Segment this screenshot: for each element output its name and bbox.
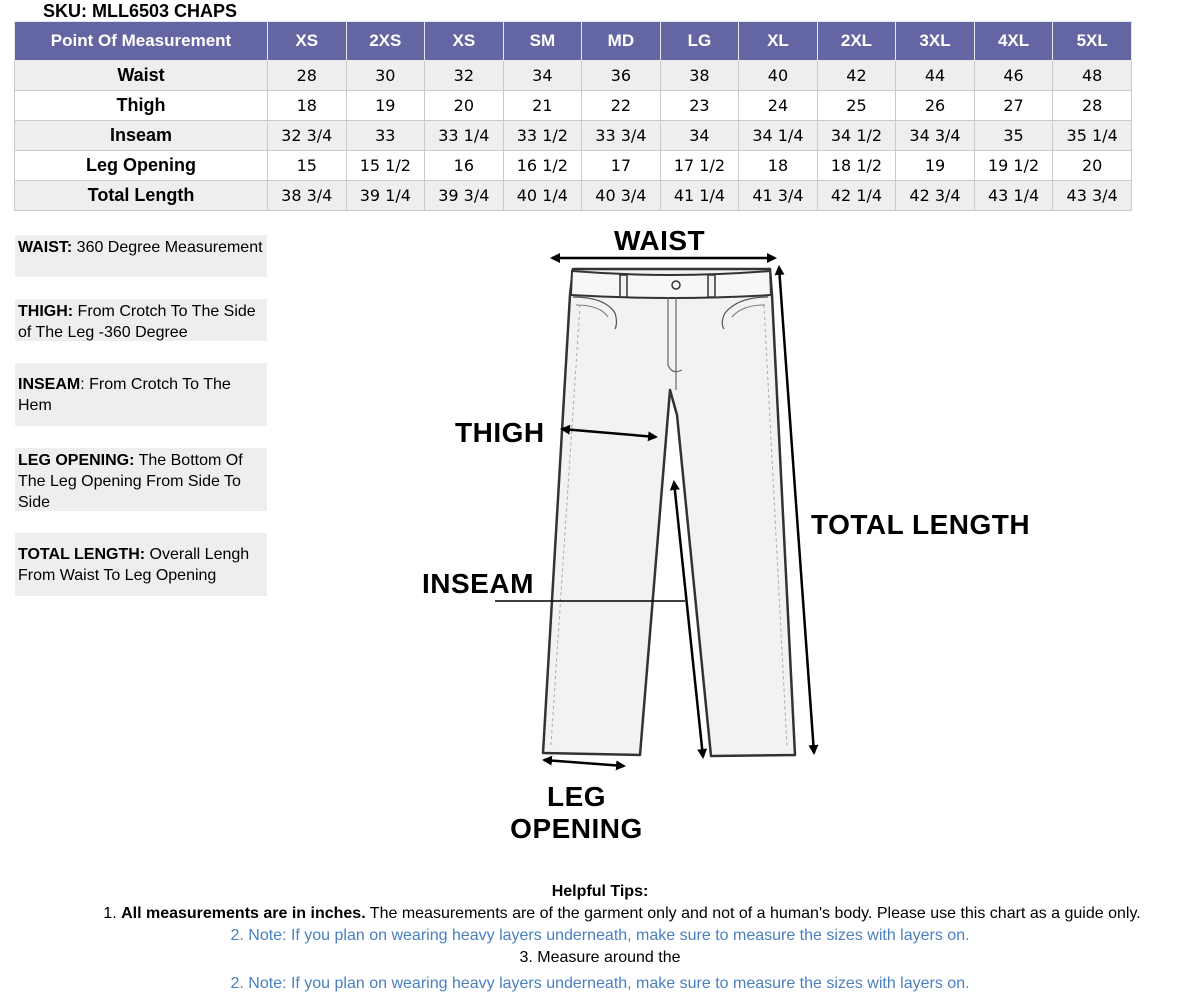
table-cell: 33 3/4: [582, 121, 661, 151]
header-point-of-measurement: Point Of Measurement: [15, 22, 268, 61]
table-cell: 40 1/4: [503, 181, 582, 211]
header-size: XS: [268, 22, 347, 61]
definition-term: TOTAL LENGTH:: [18, 546, 146, 563]
table-cell: 16: [425, 151, 504, 181]
table-cell: 17 1/2: [660, 151, 739, 181]
table-cell: 26: [896, 91, 975, 121]
table-cell: 36: [582, 61, 661, 91]
row-label: Thigh: [15, 91, 268, 121]
definition-text: Overall Lengh From Waist To Leg Opening: [18, 546, 250, 584]
definition-term: INSEAM: [18, 376, 81, 393]
table-cell: 33 1/2: [503, 121, 582, 151]
waistband: [571, 271, 771, 298]
table-cell: 34 3/4: [896, 121, 975, 151]
table-cell: 42 3/4: [896, 181, 975, 211]
header-size: 4XL: [974, 22, 1053, 61]
table-cell: 22: [582, 91, 661, 121]
table-cell: 38: [660, 61, 739, 91]
table-cell: 39 3/4: [425, 181, 504, 211]
table-cell: 43 3/4: [1053, 181, 1132, 211]
table-row: [15, 151, 1132, 181]
header-size: MD: [582, 22, 661, 61]
table-cell: 28: [268, 61, 347, 91]
table-cell: 41 1/4: [660, 181, 739, 211]
table-cell: 21: [503, 91, 582, 121]
table-cell: 30: [346, 61, 425, 91]
table-cell: 16 1/2: [503, 151, 582, 181]
definition-leg-opening: [15, 448, 267, 511]
definition-thigh: [15, 299, 267, 341]
label-opening: OPENING: [510, 813, 643, 844]
header-size: XS: [425, 22, 504, 61]
row-label: Total Length: [15, 181, 268, 211]
definition-term: WAIST:: [18, 239, 73, 256]
table-cell: 39 1/4: [346, 181, 425, 211]
table-cell: 15 1/2: [346, 151, 425, 181]
definition-text: The Bottom Of The Leg Opening From Side To Side: [18, 452, 243, 511]
label-leg: LEG: [546, 781, 607, 812]
table-cell: 34: [503, 61, 582, 91]
table-cell: 23: [660, 91, 739, 121]
table-cell: 32: [425, 61, 504, 91]
table-cell: 19 1/2: [974, 151, 1053, 181]
header-size: XL: [739, 22, 818, 61]
tip-1: [22, 905, 1200, 923]
header-size: 3XL: [896, 22, 975, 61]
table-header-row: [15, 22, 1132, 61]
tips-heading: Helpful Tips:: [551, 883, 649, 900]
size-chart-table: [14, 21, 1132, 211]
header-size: SM: [503, 22, 582, 61]
label-inseam: INSEAM: [422, 568, 534, 599]
pants-outline: [543, 269, 795, 756]
definition-text: From Crotch To The Side of The Leg -360 Degree: [18, 303, 256, 341]
row-label: Leg Opening: [15, 151, 268, 181]
table-row: [15, 121, 1132, 151]
label-waist: WAIST: [614, 225, 706, 256]
leg-opening-arrow: [544, 760, 624, 766]
tip-1-prefix: 1.: [103, 905, 122, 922]
definition-waist: [15, 235, 267, 277]
table-cell: 40: [739, 61, 818, 91]
table-cell: 28: [1053, 91, 1132, 121]
table-cell: 24: [739, 91, 818, 121]
table-cell: 33: [346, 121, 425, 151]
table-row: [15, 61, 1132, 91]
pants-diagram: [420, 225, 1060, 850]
table-cell: 48: [1053, 61, 1132, 91]
table-cell: 17: [582, 151, 661, 181]
table-row: [15, 181, 1132, 211]
table-cell: 35: [974, 121, 1053, 151]
table-cell: 20: [425, 91, 504, 121]
sku-title: SKU: MLL6503 CHAPS: [43, 1, 238, 21]
table-cell: 19: [346, 91, 425, 121]
table-row: [15, 91, 1132, 121]
tip-2: 2. Note: If you plan on wearing heavy layers underneath, make sure to measure the sizes with layers on.: [230, 927, 970, 944]
definition-total-length: [15, 533, 267, 596]
table-cell: 42 1/4: [817, 181, 896, 211]
table-cell: 41 3/4: [739, 181, 818, 211]
table-cell: 44: [896, 61, 975, 91]
label-thigh: THIGH: [455, 417, 545, 448]
table-cell: 27: [974, 91, 1053, 121]
tip-4: 2. Note: If you plan on wearing heavy layers underneath, make sure to measure the sizes with layers on.: [230, 975, 970, 992]
table-cell: 15: [268, 151, 347, 181]
row-label: Inseam: [15, 121, 268, 151]
header-size: 2XS: [346, 22, 425, 61]
tip-1-bold: All measurements are in inches.: [121, 905, 366, 922]
table-cell: 34 1/2: [817, 121, 896, 151]
tip-1-rest: The measurements are of the garment only and not of a human's body. Please use this chart as a guide only.: [365, 905, 1141, 922]
definition-term: THIGH:: [18, 303, 74, 320]
table-cell: 42: [817, 61, 896, 91]
belt-loop: [708, 275, 715, 297]
table-cell: 18: [268, 91, 347, 121]
table-cell: 33 1/4: [425, 121, 504, 151]
table-cell: 32 3/4: [268, 121, 347, 151]
table-cell: 35 1/4: [1053, 121, 1132, 151]
definition-term: LEG OPENING:: [18, 452, 135, 469]
table-cell: 20: [1053, 151, 1132, 181]
table-cell: 18 1/2: [817, 151, 896, 181]
definition-text: 360 Degree Measurement: [72, 239, 263, 256]
label-total-length: TOTAL LENGTH: [811, 509, 1031, 540]
table-body: [15, 61, 1132, 211]
table-cell: 34 1/4: [739, 121, 818, 151]
row-label: Waist: [15, 61, 268, 91]
table-cell: 19: [896, 151, 975, 181]
table-cell: 46: [974, 61, 1053, 91]
table-cell: 25: [817, 91, 896, 121]
table-cell: 40 3/4: [582, 181, 661, 211]
header-size: LG: [660, 22, 739, 61]
table-cell: 18: [739, 151, 818, 181]
tip-3: 3. Measure around the: [519, 949, 681, 966]
belt-loop: [620, 275, 627, 297]
definition-text: : From Crotch To The Hem: [18, 376, 231, 414]
header-size: 5XL: [1053, 22, 1132, 61]
table-cell: 34: [660, 121, 739, 151]
table-cell: 38 3/4: [268, 181, 347, 211]
header-size: 2XL: [817, 22, 896, 61]
definition-inseam: [15, 363, 267, 426]
table-cell: 43 1/4: [974, 181, 1053, 211]
